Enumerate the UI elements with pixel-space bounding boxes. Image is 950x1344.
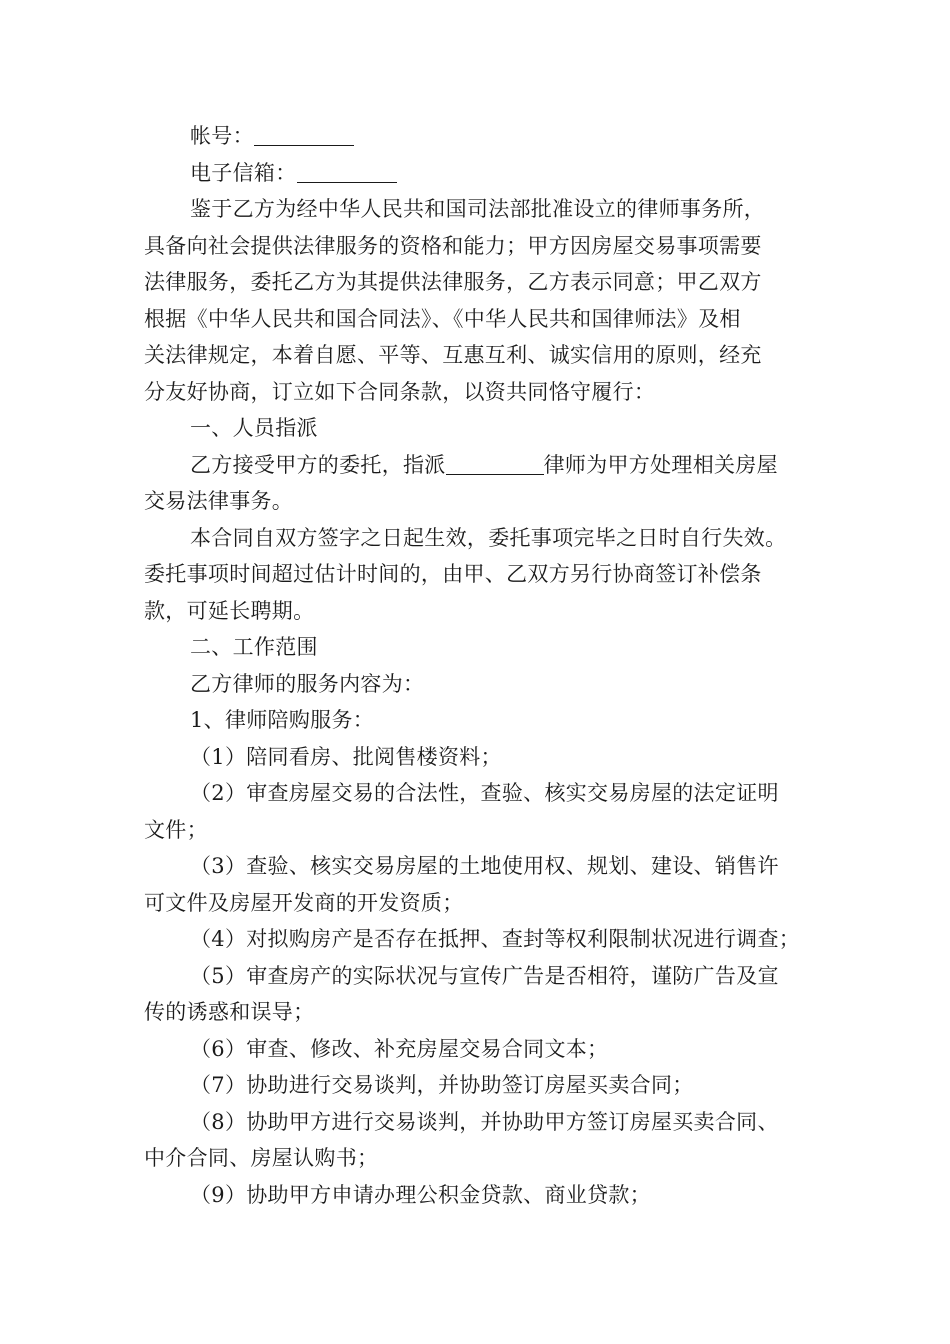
list-item: （8）协助甲方进行交易谈判，并协助甲方签订房屋买卖合同、 (190, 1109, 779, 1134)
assign-line (144, 447, 809, 484)
list-item: （7）协助进行交易谈判，并协助签订房屋买卖合同； (190, 1073, 694, 1097)
list-item-continued: 中介合同、房屋认购书； (144, 1146, 379, 1170)
email-blank (297, 160, 397, 183)
account-line (144, 118, 809, 155)
email-line (144, 155, 809, 192)
list-item-continued: 传的诱惑和误导； (144, 1000, 315, 1024)
list-item: （1）陪同看房、批阅售楼资料； (190, 744, 502, 769)
lawyer-name-blank (446, 452, 544, 475)
document-body (144, 118, 809, 1213)
term-line: 委托事项时间超过估计时间的，由甲、乙双方另行协商签订补偿条 (144, 562, 762, 586)
list-item-continued: 可文件及房屋开发商的开发资质； (144, 890, 464, 915)
intro-line: 根据《中华人民共和国合同法》、《中华人民共和国律师法》及相 (144, 306, 741, 331)
intro-line: 分友好协商，订立如下合同条款，以资共同恪守履行： (144, 379, 656, 404)
list-item-continued: 文件； (144, 817, 208, 842)
service-intro: 乙方律师的服务内容为： (190, 671, 425, 696)
account-label: 帐号： (190, 124, 254, 148)
term-line: 本合同自双方签字之日起生效，委托事项完毕之日时自行失效。 (190, 525, 787, 550)
intro-line: 具备向社会提供法律服务的资格和能力；甲方因房屋交易事项需要 (144, 233, 762, 258)
assign-text-after: 律师为甲方处理相关房屋 (543, 452, 778, 477)
intro-line: 法律服务，委托乙方为其提供法律服务，乙方表示同意；甲乙双方 (144, 270, 762, 294)
account-blank (254, 123, 354, 146)
list-item: （9）协助甲方申请办理公积金贷款、商业贷款； (190, 1182, 651, 1207)
intro-line: 关法律规定，本着自愿、平等、互惠互利、诚实信用的原则，经充 (144, 343, 762, 367)
list-item: （2）审查房屋交易的合法性，查验、核实交易房屋的法定证明 (190, 781, 779, 805)
item1-heading: 1、律师陪购服务： (190, 708, 375, 732)
section1-heading: 一、人员指派 (190, 416, 318, 440)
email-label: 电子信箱： (190, 160, 297, 185)
list-item: （3）查验、核实交易房屋的土地使用权、规划、建设、销售许 (190, 854, 779, 878)
intro-line: 鉴于乙方为经中华人民共和国司法部批准设立的律师事务所， (190, 197, 766, 221)
list-item: （4）对拟购房产是否存在抵押、查封等权利限制状况进行调查； (190, 927, 801, 951)
term-line: 款，可延长聘期。 (144, 598, 315, 623)
list-item: （5）审查房产的实际状况与宣传广告是否相符，谨防广告及宣 (190, 963, 779, 988)
list-item: （6）审查、修改、补充房屋交易合同文本； (190, 1036, 609, 1061)
assign-text-before: 乙方接受甲方的委托，指派 (190, 452, 446, 477)
section2-heading: 二、工作范围 (190, 635, 318, 659)
assign-line-2: 交易法律事务。 (144, 489, 294, 513)
